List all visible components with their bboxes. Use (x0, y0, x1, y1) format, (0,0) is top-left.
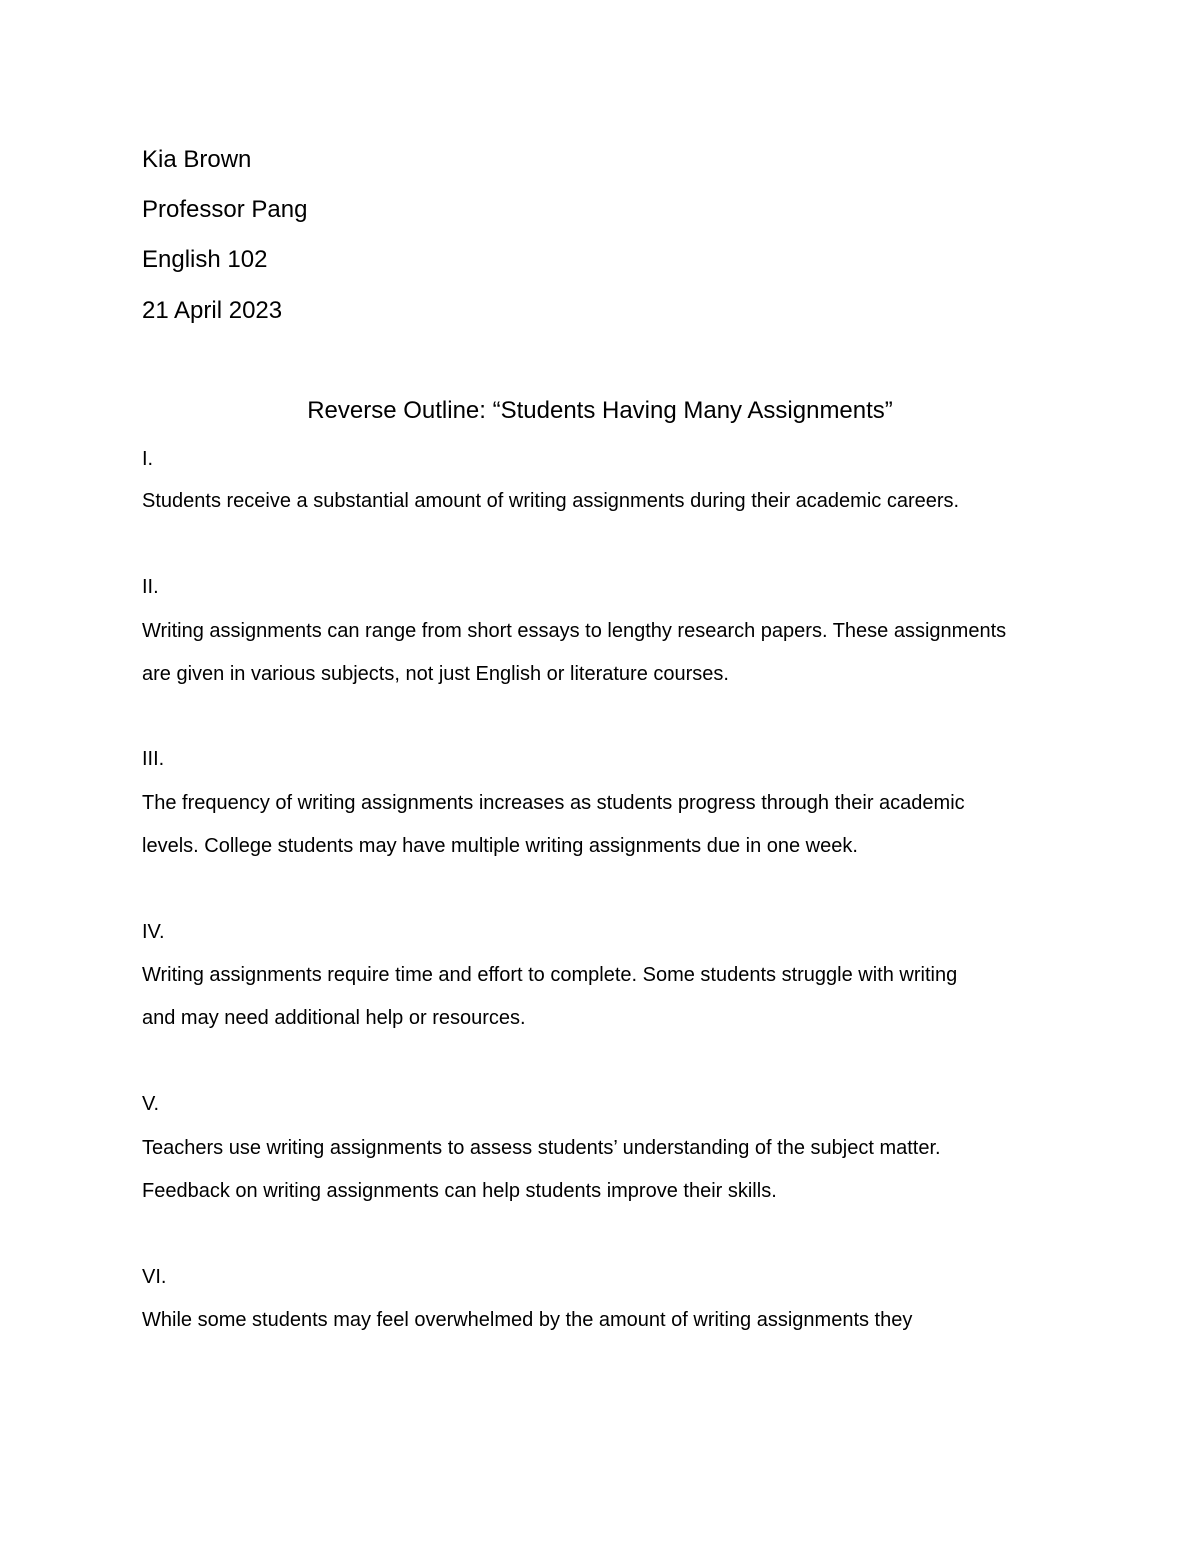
section-numeral: I. (142, 448, 154, 470)
section-numeral: III. (142, 748, 165, 770)
section-numeral: IV. (142, 921, 165, 943)
section-numeral: VI. (142, 1266, 167, 1288)
section-text-line: levels. College students may have multiple writing assignments due in one week. (142, 835, 858, 857)
section-text-line: Students receive a substantial amount of writing assignments during their academic careers. (142, 490, 960, 512)
section-numeral: V. (142, 1093, 160, 1115)
section-text-line: Teachers use writing assignments to assess students’ understanding of the subject matter. (142, 1137, 941, 1159)
section-numeral: II. (142, 576, 159, 598)
section-text-line: Feedback on writing assignments can help students improve their skills. (142, 1180, 777, 1202)
section-text-line: are given in various subjects, not just English or literature courses. (142, 663, 729, 685)
student-name: Kia Brown (142, 146, 252, 173)
section-text-line: Writing assignments can range from short essays to lengthy research papers. These assignments (142, 620, 1007, 642)
document-date: 21 April 2023 (142, 297, 283, 324)
section-text-line: While some students may feel overwhelmed by the amount of writing assignments they (142, 1309, 913, 1331)
section-text-line: and may need additional help or resources. (142, 1007, 526, 1029)
section-text-line: The frequency of writing assignments increases as students progress through their academic (142, 792, 965, 814)
course-name: English 102 (142, 246, 268, 273)
section-text-line: Writing assignments require time and effort to complete. Some students struggle with writing (142, 964, 958, 986)
professor-name: Professor Pang (142, 196, 308, 223)
document-title: Reverse Outline: “Students Having Many Assignments” (307, 397, 893, 424)
